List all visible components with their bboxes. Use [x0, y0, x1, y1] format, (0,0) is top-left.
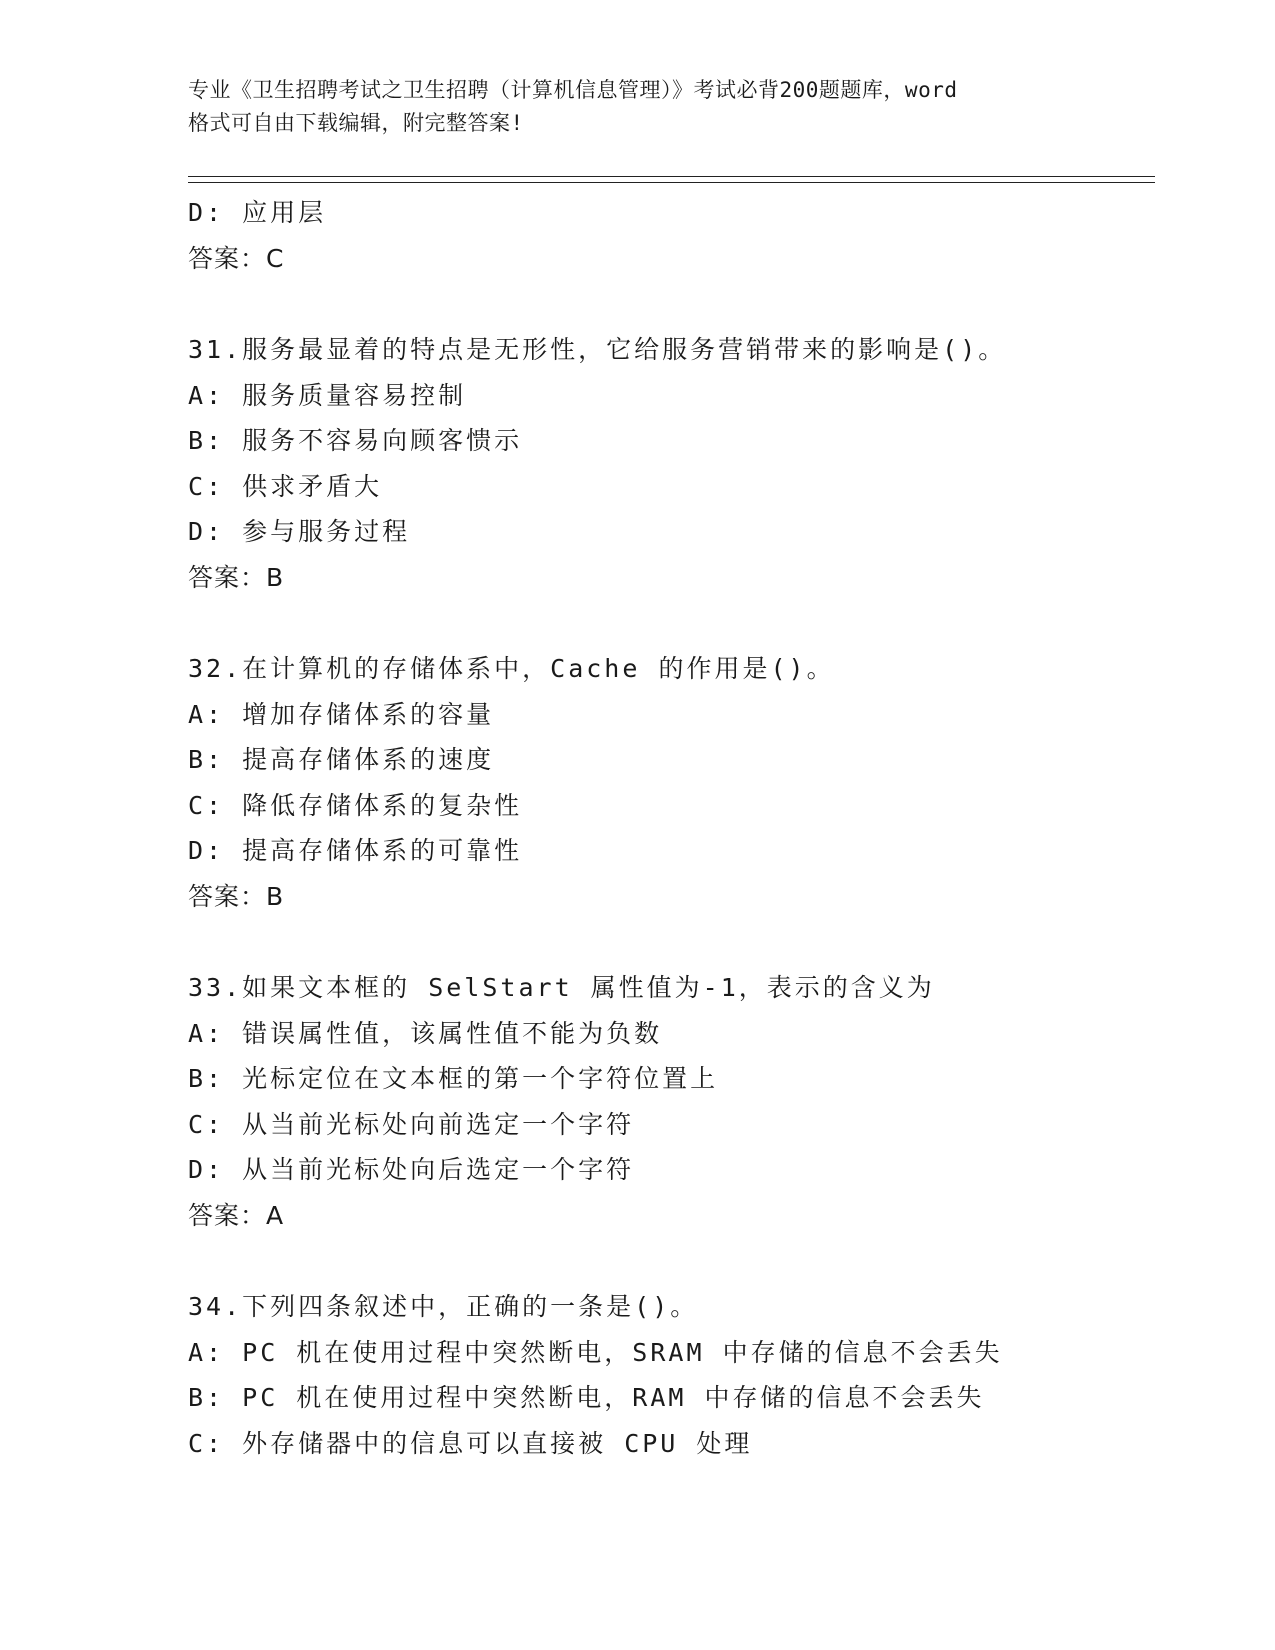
option-b: B: PC 机在使用过程中突然断电，RAM 中存储的信息不会丢失 [188, 1383, 985, 1412]
header-rule-bottom [188, 182, 1155, 183]
question-text: 32.在计算机的存储体系中，Cache 的作用是()。 [188, 654, 835, 683]
question-32 [188, 646, 1148, 919]
option-b: B: 光标定位在文本框的第一个字符位置上 [188, 1064, 719, 1093]
answer: 答案：B [188, 562, 285, 592]
header-line-2: 格式可自由下载编辑，附完整答案! [188, 111, 524, 135]
answer: 答案：A [188, 1200, 285, 1230]
option-c: C: 降低存储体系的复杂性 [188, 790, 523, 820]
question-33 [188, 965, 1148, 1238]
header-line-1: 专业《卫生招聘考试之卫生招聘（计算机信息管理）》考试必背200题题库，word [188, 78, 958, 102]
document-body [188, 190, 1148, 1466]
answer: 答案：C [188, 243, 285, 273]
option-a: A: 服务质量容易控制 [188, 380, 467, 410]
option-c: C: 从当前光标处向前选定一个字符 [188, 1109, 635, 1139]
question-31 [188, 327, 1148, 600]
option-c: C: 外存储器中的信息可以直接被 CPU 处理 [188, 1428, 753, 1458]
option-a: A: PC 机在使用过程中突然断电，SRAM 中存储的信息不会丢失 [188, 1337, 1003, 1367]
option-d: D: 参与服务过程 [188, 517, 411, 546]
document-header [188, 74, 1088, 140]
option-b: B: 提高存储体系的速度 [188, 745, 495, 774]
header-rule-top [188, 176, 1155, 177]
option-b: B: 服务不容易向顾客愦示 [188, 426, 523, 455]
option-d: D: 从当前光标处向后选定一个字符 [188, 1155, 635, 1184]
option-d: D: 应用层 [188, 198, 327, 227]
question-34 [188, 1284, 1148, 1466]
option-a: A: 增加存储体系的容量 [188, 699, 495, 729]
answer: 答案：B [188, 881, 285, 911]
option-c: C: 供求矛盾大 [188, 471, 383, 501]
prev-question-tail [188, 190, 1148, 281]
question-text: 31.服务最显着的特点是无形性，它给服务营销带来的影响是()。 [188, 335, 1007, 364]
option-d: D: 提高存储体系的可靠性 [188, 836, 523, 865]
question-text: 34.下列四条叙述中，正确的一条是()。 [188, 1292, 699, 1321]
option-a: A: 错误属性值，该属性值不能为负数 [188, 1018, 663, 1048]
question-text: 33.如果文本框的 SelStart 属性值为-1，表示的含义为 [188, 973, 935, 1002]
